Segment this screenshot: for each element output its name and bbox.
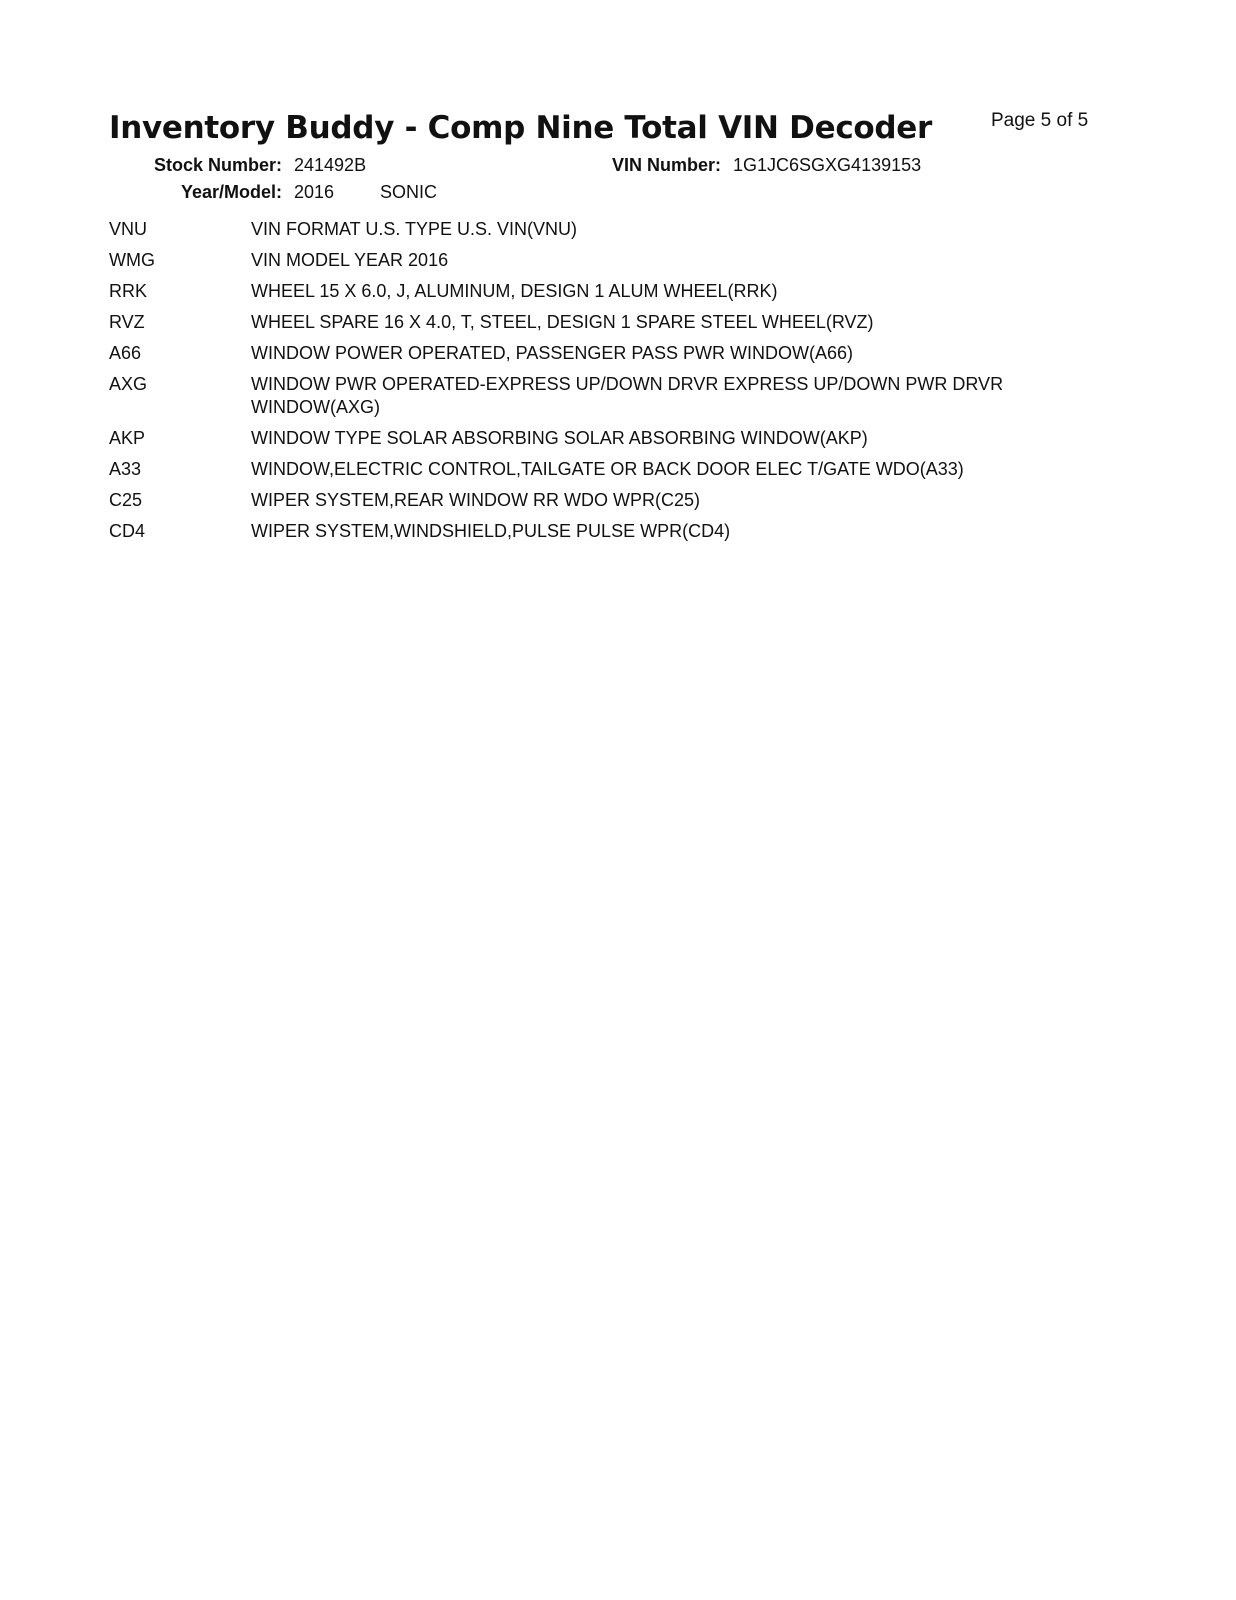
option-code: C25 — [109, 490, 143, 510]
document-title: Inventory Buddy - Comp Nine Total VIN Decoder — [109, 110, 933, 146]
option-code-row — [109, 520, 1109, 543]
option-code: CD4 — [109, 521, 146, 541]
option-code-row — [109, 373, 1109, 419]
vin-number-label: VIN Number: — [612, 155, 722, 175]
option-description: WINDOW TYPE SOLAR ABSORBING SOLAR ABSORBING WINDOW(AKP) — [251, 428, 868, 448]
option-code-row — [109, 458, 1109, 481]
option-description: VIN MODEL YEAR 2016 — [251, 250, 449, 270]
option-code: RVZ — [109, 312, 145, 332]
option-code-row — [109, 311, 1109, 334]
option-description: WHEEL SPARE 16 X 4.0, T, STEEL, DESIGN 1 SPARE STEEL WHEEL(RVZ) — [251, 312, 874, 332]
year-model-label: Year/Model: — [180, 182, 282, 202]
stock-number-field — [146, 155, 366, 176]
page-number: Page 5 of 5 — [991, 110, 1089, 131]
option-description: WINDOW,ELECTRIC CONTROL,TAILGATE OR BACK DOOR ELEC T/GATE WDO(A33) — [251, 459, 964, 479]
option-description: WIPER SYSTEM,REAR WINDOW RR WDO WPR(C25) — [251, 490, 700, 510]
year-model-field — [146, 182, 437, 203]
option-description: WINDOW POWER OPERATED, PASSENGER PASS PWR WINDOW(A66) — [251, 343, 854, 363]
option-code: RRK — [109, 281, 148, 301]
option-code: A66 — [109, 343, 142, 363]
stock-number-label: Stock Number: — [153, 155, 282, 175]
option-description: WIPER SYSTEM,WINDSHIELD,PULSE PULSE WPR(CD4) — [251, 521, 731, 541]
option-code-row — [109, 218, 1109, 241]
option-code: AXG — [109, 374, 148, 394]
option-description: VIN FORMAT U.S. TYPE U.S. VIN(VNU) — [251, 219, 578, 239]
option-code: AKP — [109, 428, 146, 448]
option-code: VNU — [109, 219, 148, 239]
option-code-row — [109, 427, 1109, 450]
year-value: 2016 — [294, 182, 335, 202]
model-value: SONIC — [380, 182, 438, 202]
option-description: WINDOW PWR OPERATED-EXPRESS UP/DOWN DRVR EXPRESS UP/DOWN PWR DRVR WINDOW(AXG) — [251, 374, 1004, 417]
option-description: WHEEL 15 X 6.0, J, ALUMINUM, DESIGN 1 ALUM WHEEL(RRK) — [251, 281, 778, 301]
stock-number-value: 241492B — [294, 155, 367, 175]
option-code-row — [109, 280, 1109, 303]
option-code-row — [109, 489, 1109, 512]
vin-number-value: 1G1JC6SGXG4139153 — [733, 155, 922, 175]
option-code-list — [109, 218, 1109, 551]
option-code: A33 — [109, 459, 142, 479]
vin-number-field — [612, 155, 921, 176]
option-code-row — [109, 342, 1109, 365]
option-code: WMG — [109, 250, 155, 270]
option-code-row — [109, 249, 1109, 272]
